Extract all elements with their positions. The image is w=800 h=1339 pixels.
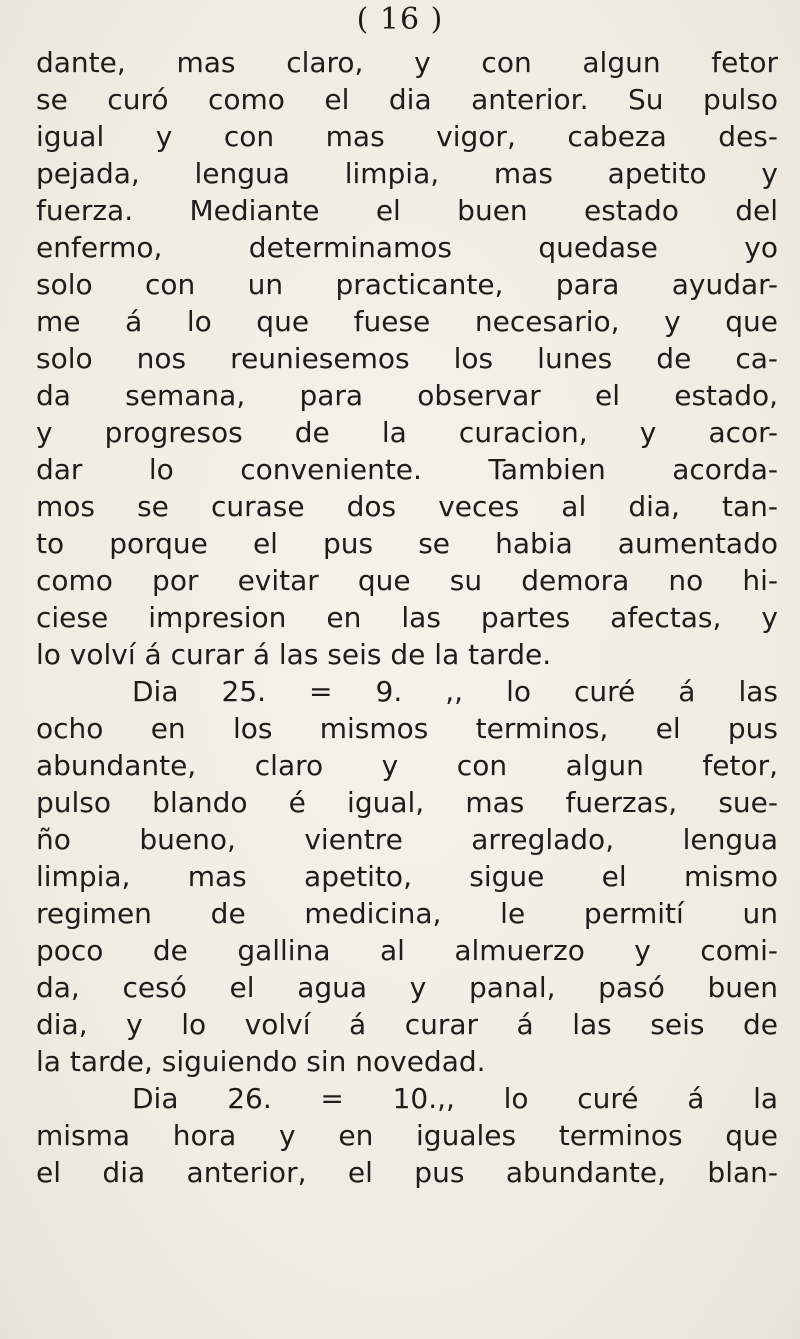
text-line: limpia, mas apetito, sigue el mismo bbox=[36, 860, 778, 893]
text-line: da, cesó el agua y panal, pasó buen bbox=[36, 971, 778, 1004]
text-line-entry-dia-26: Dia 26. = 10.,, lo curé á la bbox=[132, 1082, 778, 1115]
text-line: me á lo que fuese necesario, y que bbox=[36, 305, 778, 338]
text-line: to porque el pus se habia aumentado bbox=[36, 527, 778, 560]
text-line: pejada, lengua limpia, mas apetito y bbox=[36, 157, 778, 190]
text-line: mos se curase dos veces al dia, tan- bbox=[36, 490, 778, 523]
text-line: como por evitar que su demora no hi- bbox=[36, 564, 778, 597]
text-line: da semana, para observar el estado, bbox=[36, 379, 778, 412]
text-line: regimen de medicina, le permití un bbox=[36, 897, 778, 930]
text-line: ocho en los mismos terminos, el pus bbox=[36, 712, 778, 745]
text-line: igual y con mas vigor, cabeza des- bbox=[36, 120, 778, 153]
text-line: lo volví á curar á las seis de la tarde. bbox=[36, 638, 552, 671]
text-line: ciese impresion en las partes afectas, y bbox=[36, 601, 778, 634]
text-line: solo nos reuniesemos los lunes de ca- bbox=[36, 342, 778, 375]
text-line-entry-dia-25: Dia 25. = 9. ,, lo curé á las bbox=[132, 675, 778, 708]
text-line: misma hora y en iguales terminos que bbox=[36, 1119, 778, 1152]
text-line: dante, mas claro, y con algun fetor bbox=[36, 46, 778, 79]
text-line: dar lo conveniente. Tambien acorda- bbox=[36, 453, 778, 486]
text-line: dia, y lo volví á curar á las seis de bbox=[36, 1008, 778, 1041]
text-line: pulso blando é igual, mas fuerzas, sue- bbox=[36, 786, 778, 819]
body-text bbox=[36, 44, 778, 1191]
text-line: y progresos de la curacion, y acor- bbox=[36, 416, 778, 449]
text-line: la tarde, siguiendo sin novedad. bbox=[36, 1045, 486, 1078]
text-line: poco de gallina al almuerzo y comi- bbox=[36, 934, 778, 967]
text-line: se curó como el dia anterior. Su pulso bbox=[36, 83, 778, 116]
text-line: solo con un practicante, para ayudar- bbox=[36, 268, 778, 301]
page-number: ( 16 ) bbox=[356, 2, 444, 37]
text-line: fuerza. Mediante el buen estado del bbox=[36, 194, 778, 227]
text-line: el dia anterior, el pus abundante, blan- bbox=[36, 1156, 778, 1189]
text-line: enfermo, determinamos quedase yo bbox=[36, 231, 778, 264]
text-line: abundante, claro y con algun fetor, bbox=[36, 749, 778, 782]
text-line: ño bueno, vientre arreglado, lengua bbox=[36, 823, 778, 856]
